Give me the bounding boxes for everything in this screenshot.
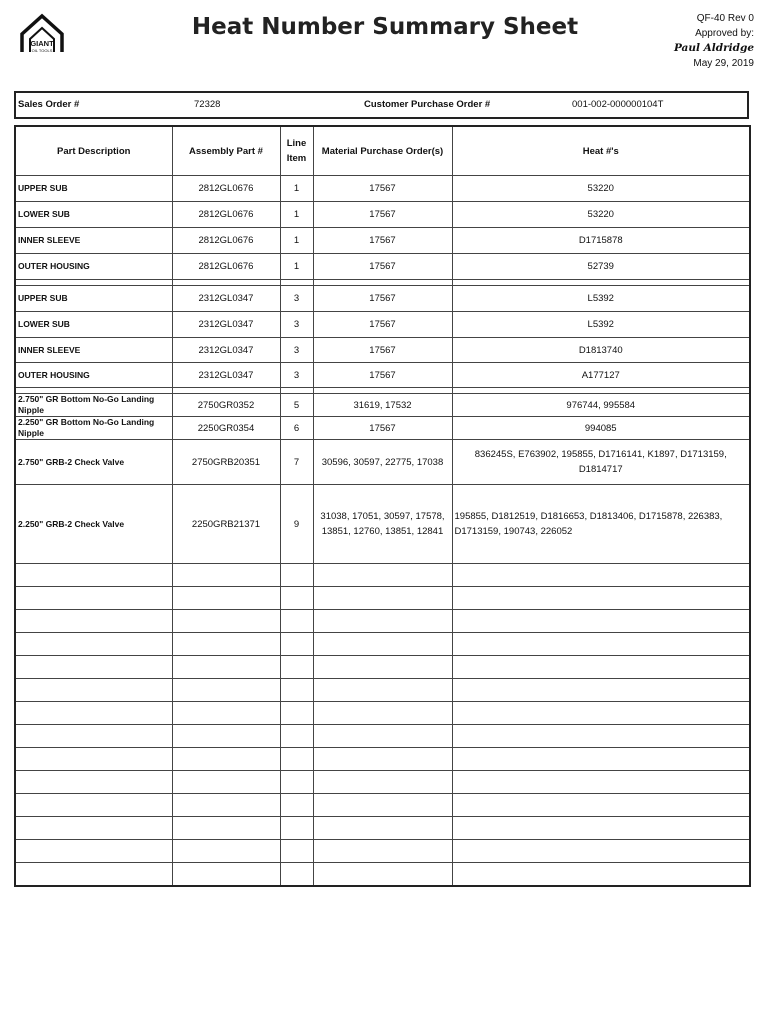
cell-heat: 994085 — [452, 417, 750, 440]
approved-label: Approved by: — [695, 28, 754, 39]
col-material-po: Material Purchase Order(s) — [313, 126, 452, 176]
empty-row — [15, 633, 750, 656]
cell-description: 2.750" GRB-2 Check Valve — [15, 440, 172, 485]
cell-assembly: 2812GL0676 — [172, 254, 280, 280]
cell-heat: A177127 — [452, 363, 750, 388]
table-row — [15, 440, 750, 485]
cell-po: 17567 — [313, 417, 452, 440]
table-row — [15, 417, 750, 440]
cell-description: 2.750" GR Bottom No-Go Landing Nipple — [15, 394, 172, 417]
sales-order-box — [14, 91, 749, 119]
col-assembly-part: Assembly Part # — [172, 126, 280, 176]
cell-line: 3 — [280, 363, 313, 388]
cell-line: 5 — [280, 394, 313, 417]
cell-description: UPPER SUB — [15, 286, 172, 312]
cell-po: 31619, 17532 — [313, 394, 452, 417]
table-row — [15, 176, 750, 202]
table-row — [15, 286, 750, 312]
cell-heat: 976744, 995584 — [452, 394, 750, 417]
table-row — [15, 485, 750, 564]
cell-line: 1 — [280, 254, 313, 280]
cell-description: OUTER HOUSING — [15, 363, 172, 388]
cell-description: INNER SLEEVE — [15, 228, 172, 254]
empty-row — [15, 587, 750, 610]
form-code: QF-40 Rev 0 — [696, 13, 754, 24]
empty-row — [15, 748, 750, 771]
col-line-item: Line Item — [280, 126, 313, 176]
empty-row — [15, 863, 750, 887]
cell-line: 6 — [280, 417, 313, 440]
cell-po: 31038, 17051, 30597, 17578, 13851, 12760, 13851, 12841 — [313, 485, 452, 564]
cell-assembly: 2750GRB20351 — [172, 440, 280, 485]
cell-heat: 53220 — [452, 176, 750, 202]
sales-order-value: 72328 — [194, 99, 221, 110]
cell-heat: L5392 — [452, 312, 750, 338]
empty-row — [15, 610, 750, 633]
svg-text:OIL TOOLS: OIL TOOLS — [31, 48, 53, 53]
cell-po: 30596, 30597, 22775, 17038 — [313, 440, 452, 485]
cell-line: 1 — [280, 176, 313, 202]
cell-line: 7 — [280, 440, 313, 485]
empty-row — [15, 771, 750, 794]
table-row — [15, 228, 750, 254]
cell-line: 3 — [280, 338, 313, 363]
cell-line: 3 — [280, 286, 313, 312]
empty-row — [15, 564, 750, 587]
cell-description: LOWER SUB — [15, 202, 172, 228]
cell-po: 17567 — [313, 338, 452, 363]
empty-row — [15, 840, 750, 863]
table-row — [15, 312, 750, 338]
cell-description: LOWER SUB — [15, 312, 172, 338]
cell-heat: 195855, D1812519, D1816653, D1813406, D1715878, 226383, D1713159, 190743, 226052 — [452, 485, 750, 564]
cell-assembly: 2812GL0676 — [172, 176, 280, 202]
giant-oil-tools-logo — [18, 12, 66, 58]
heat-number-table — [14, 125, 751, 887]
empty-row — [15, 794, 750, 817]
cell-heat: 836245S, E763902, 195855, D1716141, K1897, D1713159, D1814717 — [452, 440, 750, 485]
cell-heat: 52739 — [452, 254, 750, 280]
cell-assembly: 2250GRB21371 — [172, 485, 280, 564]
empty-row — [15, 702, 750, 725]
cell-assembly: 2312GL0347 — [172, 286, 280, 312]
customer-po-label: Customer Purchase Order # — [364, 99, 491, 110]
cell-assembly: 2812GL0676 — [172, 228, 280, 254]
cell-description: 2.250" GR Bottom No-Go Landing Nipple — [15, 417, 172, 440]
cell-line: 1 — [280, 228, 313, 254]
cell-po: 17567 — [313, 312, 452, 338]
cell-po: 17567 — [313, 286, 452, 312]
cell-po: 17567 — [313, 254, 452, 280]
approver-signature: Paul Aldridge — [673, 42, 754, 54]
cell-assembly: 2250GR0354 — [172, 417, 280, 440]
empty-row — [15, 656, 750, 679]
cell-line: 1 — [280, 202, 313, 228]
cell-heat: D1813740 — [452, 338, 750, 363]
cell-description: INNER SLEEVE — [15, 338, 172, 363]
cell-assembly: 2312GL0347 — [172, 312, 280, 338]
cell-assembly: 2812GL0676 — [172, 202, 280, 228]
table-row — [15, 254, 750, 280]
cell-heat: D1715878 — [452, 228, 750, 254]
col-heat-numbers: Heat #'s — [452, 126, 750, 176]
empty-row — [15, 725, 750, 748]
header-row — [15, 126, 750, 176]
sales-order-label: Sales Order # — [18, 99, 80, 110]
cell-assembly: 2750GR0352 — [172, 394, 280, 417]
empty-row — [15, 817, 750, 840]
table-row — [15, 363, 750, 388]
cell-assembly: 2312GL0347 — [172, 363, 280, 388]
col-part-description: Part Description — [15, 126, 172, 176]
cell-description: 2.250" GRB-2 Check Valve — [15, 485, 172, 564]
approval-date: May 29, 2019 — [693, 58, 754, 69]
empty-row — [15, 679, 750, 702]
cell-description: UPPER SUB — [15, 176, 172, 202]
cell-po: 17567 — [313, 228, 452, 254]
table-row — [15, 394, 750, 417]
customer-po-value: 001-002-000000104T — [572, 99, 664, 110]
table-row — [15, 202, 750, 228]
table-row — [15, 338, 750, 363]
cell-line: 3 — [280, 312, 313, 338]
cell-line: 9 — [280, 485, 313, 564]
form-meta — [674, 11, 754, 71]
svg-text:GIANT: GIANT — [30, 39, 54, 48]
cell-po: 17567 — [313, 363, 452, 388]
cell-po: 17567 — [313, 176, 452, 202]
cell-po: 17567 — [313, 202, 452, 228]
cell-description: OUTER HOUSING — [15, 254, 172, 280]
cell-heat: 53220 — [452, 202, 750, 228]
cell-heat: L5392 — [452, 286, 750, 312]
page-title: Heat Number Summary Sheet — [191, 14, 579, 40]
cell-assembly: 2312GL0347 — [172, 338, 280, 363]
